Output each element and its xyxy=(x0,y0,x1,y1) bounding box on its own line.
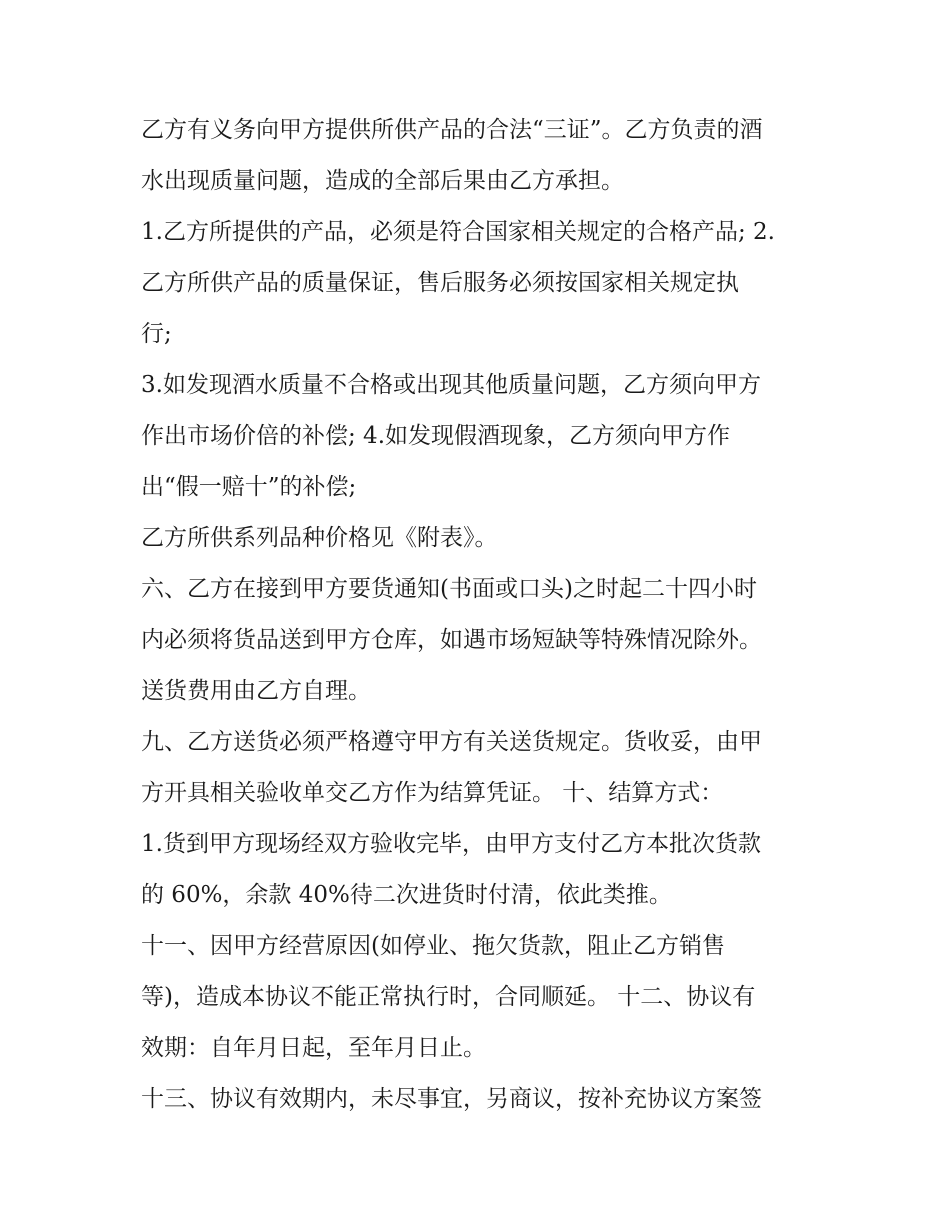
text-line: 方开具相关验收单交乙方作为结算凭证。 十、结算方式： xyxy=(141,780,724,806)
text-line: 出“假一赔十”的补偿; xyxy=(141,474,357,500)
text-line: 乙方所供产品的质量保证，售后服务必须按国家相关规定执 xyxy=(141,270,739,296)
text-line: 乙方所供系列品种价格见《附表》。 xyxy=(141,525,498,551)
text-line: 十一、因甲方经营原因(如停业、拖欠货款，阻止乙方销售 xyxy=(141,933,725,959)
text-line: 九、乙方送货必须严格遵守甲方有关送货规定。货收妥，由甲 xyxy=(141,729,762,755)
text-line: 3.如发现酒水质量不合格或出现其他质量问题，乙方须向甲方 xyxy=(141,372,761,398)
text-line: 六、乙方在接到甲方要货通知(书面或口头)之时起二十四小时 xyxy=(141,576,757,602)
text-line: 1.乙方所提供的产品，必须是符合国家相关规定的合格产品; 2. xyxy=(141,219,775,245)
text-line: 乙方有义务向甲方提供所供产品的合法“三证”。乙方负责的酒 xyxy=(141,117,763,143)
text-line: 十三、协议有效期内，未尽事宜，另商议，按补充协议方案签 xyxy=(141,1086,762,1112)
text-line: 效期：自年月日起，至年月日止。 xyxy=(141,1035,486,1061)
text-line: 1.货到甲方现场经双方验收完毕，由甲方支付乙方本批次货款 xyxy=(141,831,761,857)
text-line: 的 60%，余款 40%待二次进货时付清，依此类推。 xyxy=(141,882,672,908)
contract-text xyxy=(141,105,831,1125)
text-line: 水出现质量问题，造成的全部后果由乙方承担。 xyxy=(141,168,624,194)
text-line: 作出市场价倍的补偿; 4.如发现假酒现象，乙方须向甲方作 xyxy=(141,423,731,449)
text-line: 送货费用由乙方自理。 xyxy=(141,678,371,704)
text-line: 等)，造成本协议不能正常执行时，合同顺延。 十二、协议有 xyxy=(141,984,756,1010)
text-line: 行; xyxy=(141,321,172,347)
text-line: 内必须将货品送到甲方仓库，如遇市场短缺等特殊情况除外。 xyxy=(141,627,762,653)
